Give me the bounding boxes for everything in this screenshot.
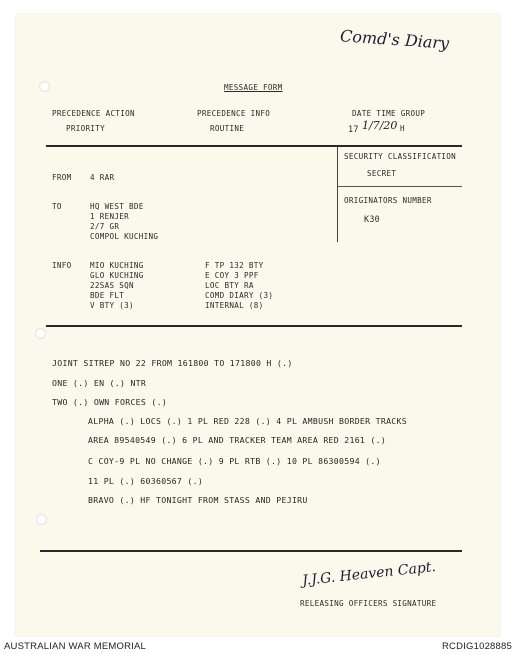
handwritten-signature: J.J.G. Heaven Capt. bbox=[301, 559, 437, 589]
precedence-info-label: PRECEDENCE INFO bbox=[197, 109, 271, 118]
info-line: BDE FLT bbox=[90, 291, 125, 300]
to-line: 2/7 GR bbox=[90, 222, 120, 231]
message-body-line: JOINT SITREP NO 22 FROM 161800 TO 171800 H (.) bbox=[52, 358, 293, 368]
info-line: V BTY (3) bbox=[90, 301, 134, 310]
security-classification-value: SECRET bbox=[367, 169, 397, 178]
message-body-line: C COY-9 PL NO CHANGE (.) 9 PL RTB (.) 10 PL 86300594 (.) bbox=[88, 456, 381, 466]
message-body-line: ALPHA (.) LOCS (.) 1 PL RED 228 (.) 4 PL AMBUSH BORDER TRACKS bbox=[88, 416, 407, 426]
precedence-info-value: ROUTINE bbox=[210, 124, 245, 133]
form-title: MESSAGE FORM bbox=[224, 83, 283, 92]
info-label: INFO bbox=[52, 261, 72, 270]
to-line: 1 RENJER bbox=[90, 212, 129, 221]
dtg-prefix: 17 bbox=[348, 124, 359, 134]
info-line: INTERNAL (8) bbox=[205, 301, 264, 310]
precedence-action-label: PRECEDENCE ACTION bbox=[52, 109, 135, 118]
right-panel-border bbox=[337, 147, 338, 242]
dtg-handwritten: 1/7/20 bbox=[362, 119, 398, 132]
info-line: GLO KUCHING bbox=[90, 271, 144, 280]
punch-hole-top bbox=[39, 81, 50, 92]
info-line: LOC BTY RA bbox=[205, 281, 254, 290]
punch-hole-bottom bbox=[36, 514, 47, 525]
message-body-line: ONE (.) EN (.) NTR bbox=[52, 378, 147, 388]
to-line: COMPOL KUCHING bbox=[90, 232, 159, 241]
info-line: MIO KUCHING bbox=[90, 261, 144, 270]
security-divider bbox=[338, 186, 462, 187]
to-line: HQ WEST BDE bbox=[90, 202, 144, 211]
message-body-line: TWO (.) OWN FORCES (.) bbox=[52, 397, 168, 407]
from-label: FROM bbox=[52, 173, 72, 182]
originators-number-label: ORIGINATORS NUMBER bbox=[344, 196, 432, 205]
middle-divider bbox=[46, 325, 462, 327]
archive-credit: AUSTRALIAN WAR MEMORIAL bbox=[4, 641, 147, 652]
message-body-line: AREA 89540549 (.) 6 PL AND TRACKER TEAM AREA RED 2161 (.) bbox=[88, 435, 387, 445]
message-body-line: BRAVO (.) HF TONIGHT FROM STASS AND PEJIRU bbox=[88, 495, 308, 505]
message-body-line: 11 PL (.) 60360567 (.) bbox=[88, 476, 204, 486]
originators-number-value: K30 bbox=[364, 214, 381, 224]
dtg-label: DATE TIME GROUP bbox=[352, 109, 426, 118]
info-line: F TP 132 BTY bbox=[205, 261, 264, 270]
security-classification-label: SECURITY CLASSIFICATION bbox=[344, 152, 457, 161]
info-line: COMD DIARY (3) bbox=[205, 291, 274, 300]
precedence-action-value: PRIORITY bbox=[66, 124, 105, 133]
archive-reference: RCDIG1028885 bbox=[442, 641, 512, 652]
info-line: E COY 3 PPF bbox=[205, 271, 259, 280]
info-line: 22SAS SQN bbox=[90, 281, 134, 290]
punch-hole-middle bbox=[35, 328, 46, 339]
from-value: 4 RAR bbox=[90, 173, 115, 182]
dtg-suffix: H bbox=[400, 124, 405, 133]
to-label: TO bbox=[52, 202, 62, 211]
releasing-officer-signature-label: RELEASING OFFICERS SIGNATURE bbox=[300, 599, 437, 608]
lower-divider bbox=[40, 550, 462, 552]
handwritten-diary-note: Comd's Diary bbox=[339, 26, 450, 53]
upper-divider bbox=[46, 145, 462, 147]
